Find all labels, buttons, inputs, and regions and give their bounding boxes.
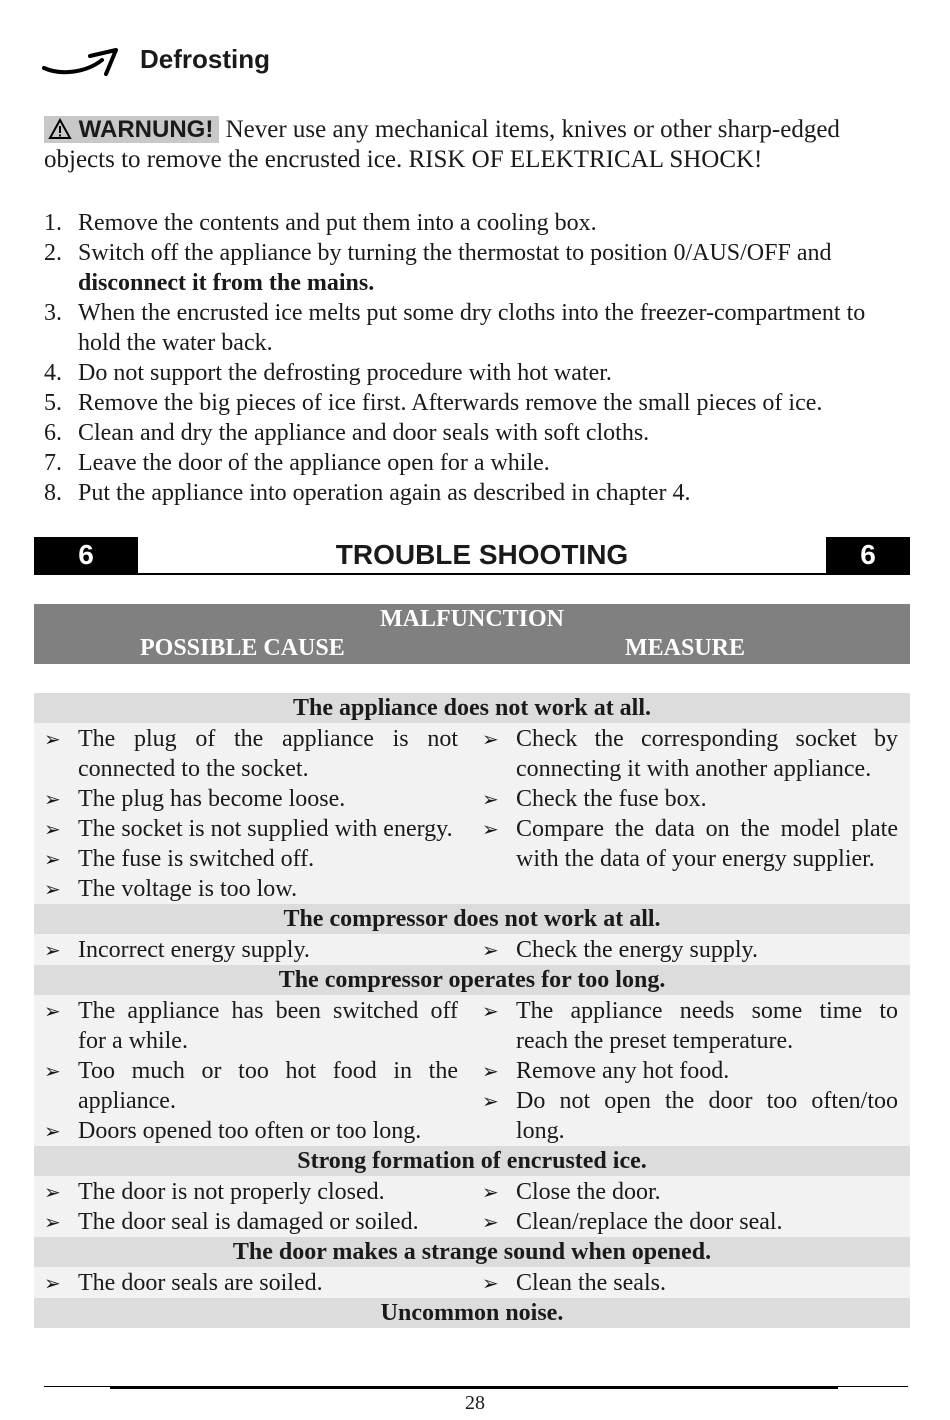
bullet-text: Clean the seals. — [516, 1270, 666, 1296]
section-number-right: 6 — [826, 537, 910, 573]
bullet-arrow-icon: ➢ — [44, 1059, 61, 1083]
bullet-item — [482, 1056, 898, 1086]
table-legend — [34, 604, 910, 664]
defrost-steps-list — [44, 208, 909, 508]
bullet-item — [44, 844, 458, 874]
bullet-text: Check the fuse box. — [516, 786, 707, 812]
bullet-text: The door seal is damaged or soiled. — [78, 1209, 419, 1235]
possible-cause-column — [34, 724, 472, 904]
bullet-text: The fuse is switched off. — [78, 846, 315, 872]
step-number: 4. — [44, 360, 62, 386]
bullet-arrow-icon: ➢ — [44, 817, 61, 841]
bullet-item — [482, 1207, 898, 1237]
bullet-text: The appliance has been switched off for a while. — [78, 998, 458, 1054]
step-number: 8. — [44, 480, 62, 506]
step-item — [44, 298, 909, 358]
step-text: Do not support the defrosting procedure with hot water. — [78, 360, 612, 386]
malfunction-body — [34, 934, 910, 965]
step-bold-text: disconnect it from the mains. — [78, 270, 375, 296]
step-item — [44, 358, 909, 388]
bullet-text: Do not open the door too often/too long. — [516, 1088, 898, 1144]
bullet-item — [482, 1268, 898, 1298]
step-number: 7. — [44, 450, 62, 476]
bullet-text: Check the corresponding socket by connecting it with another appliance. — [516, 726, 898, 782]
bullet-item — [482, 724, 898, 784]
trouble-table — [34, 693, 910, 1328]
bullet-arrow-icon: ➢ — [482, 817, 499, 841]
possible-cause-column — [34, 1177, 472, 1237]
bullet-arrow-icon: ➢ — [482, 999, 499, 1023]
bullet-item — [482, 784, 898, 814]
step-number: 1. — [44, 210, 62, 236]
bullet-text: Clean/replace the door seal. — [516, 1209, 783, 1235]
bullet-item — [482, 1177, 898, 1207]
legend-malfunction: MALFUNCTION — [380, 606, 564, 632]
measure-column — [472, 724, 910, 904]
bullet-item — [44, 1116, 458, 1146]
malfunction-heading: The compressor operates for too long. — [34, 965, 910, 995]
bullet-text: The socket is not supplied with energy. — [78, 816, 453, 842]
malfunction-body — [34, 995, 910, 1146]
possible-cause-column — [34, 996, 472, 1146]
bullet-item — [44, 1056, 458, 1116]
bullet-arrow-icon: ➢ — [44, 1271, 61, 1295]
warning-paragraph — [44, 115, 909, 175]
bullet-item — [44, 1207, 458, 1237]
step-item — [44, 238, 909, 298]
section-title: TROUBLE SHOOTING — [335, 539, 629, 570]
bullet-text: The door seals are soiled. — [78, 1270, 323, 1296]
bullet-arrow-icon: ➢ — [482, 938, 499, 962]
malfunction-heading-uncommon-noise: Uncommon noise. — [34, 1298, 910, 1328]
bullet-item — [44, 874, 458, 904]
bullet-item — [44, 814, 458, 844]
step-item — [44, 478, 909, 508]
bullet-arrow-icon: ➢ — [44, 1180, 61, 1204]
step-text: Put the appliance into operation again as described in chapter 4. — [78, 480, 691, 506]
bullet-arrow-icon: ➢ — [44, 787, 61, 811]
bullet-item — [44, 996, 458, 1056]
bullet-item — [482, 1086, 898, 1146]
bullet-item — [44, 1177, 458, 1207]
legend-possible-cause: POSSIBLE CAUSE — [140, 635, 345, 661]
step-number: 3. — [44, 300, 62, 326]
malfunction-body — [34, 1176, 910, 1237]
bullet-arrow-icon: ➢ — [482, 1271, 499, 1295]
malfunction-heading: The compressor does not work at all. — [34, 904, 910, 934]
bullet-arrow-icon: ➢ — [44, 877, 61, 901]
bullet-arrow-icon: ➢ — [482, 1059, 499, 1083]
bullet-arrow-icon: ➢ — [482, 1089, 499, 1113]
bullet-text: Incorrect energy supply. — [78, 937, 310, 963]
bullet-arrow-icon: ➢ — [44, 847, 61, 871]
warning-badge — [44, 116, 219, 143]
legend-measure: MEASURE — [625, 635, 746, 661]
bullet-item — [44, 935, 458, 965]
bullet-text: Compare the data on the model plate with the data of your energy supplier. — [516, 816, 898, 872]
malfunction-group — [34, 1237, 910, 1298]
malfunction-body — [34, 723, 910, 904]
step-item — [44, 418, 909, 448]
bullet-item — [44, 1268, 458, 1298]
step-number: 6. — [44, 420, 62, 446]
bullet-arrow-icon: ➢ — [44, 999, 61, 1023]
bullet-item — [482, 996, 898, 1056]
bullet-text: The door is not properly closed. — [78, 1179, 385, 1205]
bullet-arrow-icon: ➢ — [44, 727, 61, 751]
bullet-text: The appliance needs some time to reach the preset temperature. — [516, 998, 898, 1054]
malfunction-heading: The door makes a strange sound when opened. — [34, 1237, 910, 1267]
bullet-item — [44, 784, 458, 814]
bullet-arrow-icon: ➢ — [482, 1210, 499, 1234]
warning-label: WARNUNG! — [78, 116, 214, 143]
bullet-arrow-icon: ➢ — [482, 787, 499, 811]
malfunction-group — [34, 904, 910, 965]
measure-column — [472, 1268, 910, 1298]
swoosh-arrow-icon — [42, 46, 120, 86]
bullet-item — [482, 814, 898, 874]
section-header — [34, 537, 910, 575]
possible-cause-column — [34, 935, 472, 965]
bullet-text: Too much or too hot food in the appliance. — [78, 1058, 458, 1114]
bullet-text: Check the energy supply. — [516, 937, 758, 963]
bullet-arrow-icon: ➢ — [44, 938, 61, 962]
step-text: Remove the contents and put them into a cooling box. — [78, 210, 597, 236]
bullet-item — [44, 724, 458, 784]
bullet-text: Remove any hot food. — [516, 1058, 730, 1084]
bullet-item — [482, 935, 898, 965]
step-text: Remove the big pieces of ice first. Afterwards remove the small pieces of ice. — [78, 390, 823, 416]
page-number: 28 — [465, 1392, 485, 1414]
step-number: 5. — [44, 390, 62, 416]
section-number-left: 6 — [34, 537, 138, 573]
bullet-text: Doors opened too often or too long. — [78, 1118, 422, 1144]
bullet-text: The plug has become loose. — [78, 786, 346, 812]
warning-triangle-icon — [48, 118, 72, 140]
footer-divider-bold — [110, 1386, 838, 1389]
step-text: When the encrusted ice melts put some dry cloths into the freezer-compartment to hold the water back. — [78, 300, 866, 356]
step-item — [44, 388, 909, 418]
bullet-text: The plug of the appliance is not connected to the socket. — [78, 726, 458, 782]
bullet-text: The voltage is too low. — [78, 876, 298, 902]
malfunction-heading: Strong formation of encrusted ice. — [34, 1146, 910, 1176]
malfunction-group — [34, 693, 910, 904]
step-text: Switch off the appliance by turning the thermostat to position 0/AUS/OFF and — [78, 240, 832, 266]
step-number: 2. — [44, 240, 62, 266]
bullet-arrow-icon: ➢ — [482, 1180, 499, 1204]
malfunction-group — [34, 1146, 910, 1237]
measure-column — [472, 935, 910, 965]
bullet-arrow-icon: ➢ — [44, 1119, 61, 1143]
malfunction-heading: The appliance does not work at all. — [34, 693, 910, 723]
malfunction-body — [34, 1267, 910, 1298]
step-item — [44, 448, 909, 478]
bullet-text: Close the door. — [516, 1179, 661, 1205]
possible-cause-column — [34, 1268, 472, 1298]
bullet-arrow-icon: ➢ — [44, 1210, 61, 1234]
measure-column — [472, 1177, 910, 1237]
malfunction-group — [34, 965, 910, 1146]
bullet-arrow-icon: ➢ — [482, 727, 499, 751]
measure-column — [472, 996, 910, 1146]
defrosting-title: Defrosting — [140, 44, 270, 74]
step-text: Clean and dry the appliance and door seals with soft cloths. — [78, 420, 650, 446]
step-text: Leave the door of the appliance open for a while. — [78, 450, 550, 476]
warning-text: Never use any mechanical items, knives or other sharp-edged objects to remove the encrusted ice. RISK OF ELEKTRICAL SHOCK! — [44, 116, 840, 173]
step-item — [44, 208, 909, 238]
